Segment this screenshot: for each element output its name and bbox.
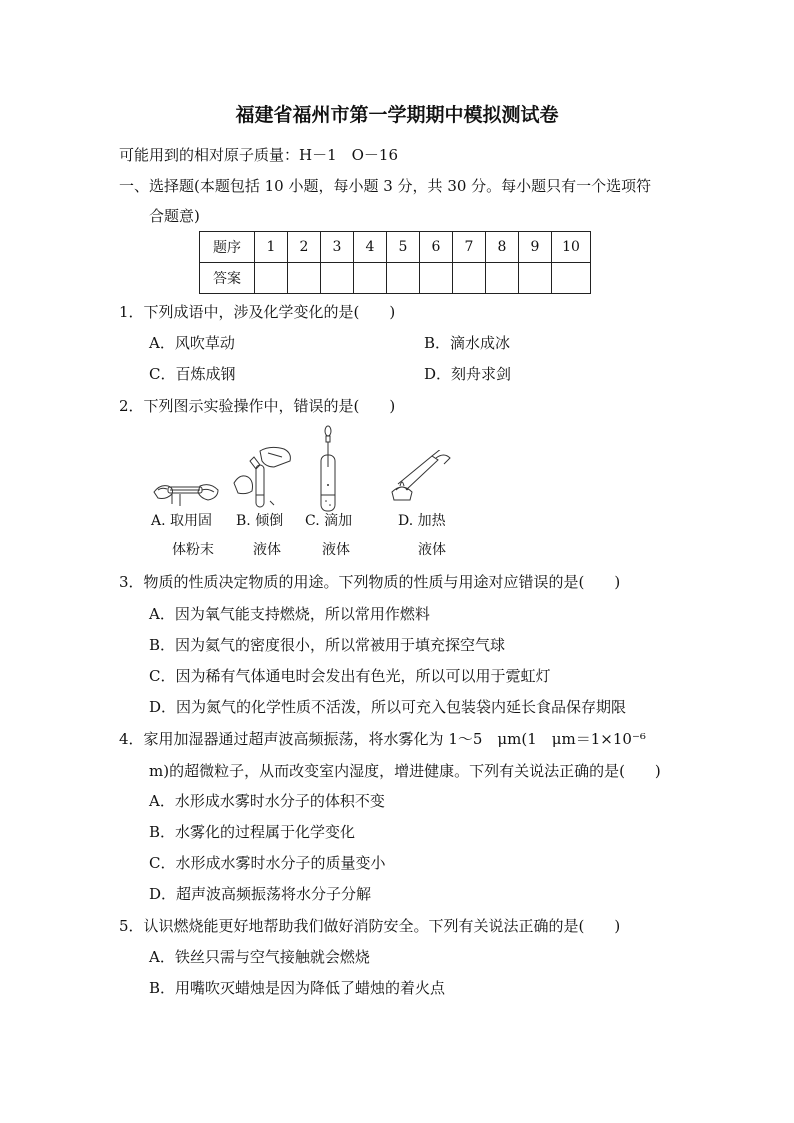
powder-transfer-figure [152,470,222,510]
table-cell-number: 5 [387,232,420,263]
q4-option-d: D．超声波高频振荡将水分子分解 [149,885,372,903]
atomic-mass-note: 可能用到的相对原子质量：H－1 O－16 [119,146,399,164]
q3-stem: 3．物质的性质决定物质的用途。下列物质的性质与用途对应错误的是( ) [119,573,621,591]
q2-caption-a-line2: 体粉末 [172,542,214,558]
q1-option-a: A．风吹草动 [149,334,235,352]
q3-option-a: A．因为氧气能支持燃烧，所以常用作燃料 [149,605,430,623]
q4-stem-line2: m)的超微粒子，从而改变室内湿度，增进健康。下列有关说法正确的是( ) [149,762,661,780]
q2-caption-d-line1: D. 加热 [398,513,446,529]
table-cell-number: 8 [486,232,519,263]
answer-cell[interactable] [288,263,321,294]
q1-option-c: C．百炼成钢 [149,365,236,383]
q4-stem-line1: 4．家用加湿器通过超声波高频振荡，将水雾化为 1～5 μm(1 μm＝1×10⁻⁶ [119,730,646,748]
table-cell-number: 4 [354,232,387,263]
answer-cell[interactable] [552,263,591,294]
answer-cell[interactable] [420,263,453,294]
q2-caption-c-line2: 液体 [322,542,350,558]
q1-stem: 1．下列成语中，涉及化学变化的是( ) [119,303,396,321]
q3-option-b: B．因为氦气的密度很小，所以常被用于填充探空气球 [149,636,506,654]
q1-option-d: D．刻舟求剑 [424,365,512,383]
q2-caption-c-line1: C. 滴加 [305,513,353,529]
q3-option-d: D．因为氮气的化学性质不活泼，所以可充入包装袋内延长食品保存期限 [149,698,627,716]
answer-table [199,231,591,294]
page-title: 福建省福州市第一学期期中模拟测试卷 [235,104,559,126]
q2-caption-d-line2: 液体 [418,542,446,558]
q5-option-b: B．用嘴吹灭蜡烛是因为降低了蜡烛的着火点 [149,979,446,997]
answer-cell[interactable] [321,263,354,294]
table-cell-number: 6 [420,232,453,263]
answer-table-header-row [200,232,591,263]
table-cell-number: 9 [519,232,552,263]
q2-caption-b-line1: B. 倾倒 [236,513,284,529]
section-heading-line1: 一、选择题(本题包括 10 小题，每小题 3 分，共 30 分。每小题只有一个选项符 [119,177,652,195]
answer-table-answer-row [200,263,591,294]
pouring-liquid-figure [230,443,300,513]
q1-option-b: B．滴水成冰 [424,334,511,352]
q5-stem: 5．认识燃烧能更好地帮助我们做好消防安全。下列有关说法正确的是( ) [119,917,621,935]
q5-option-a: A．铁丝只需与空气接触就会燃烧 [149,948,370,966]
dropping-liquid-figure [313,425,343,515]
table-label-answer: 答案 [200,263,255,294]
table-cell-number: 2 [288,232,321,263]
table-cell-number: 3 [321,232,354,263]
table-cell-number: 10 [552,232,591,263]
q4-option-c: C．水形成水雾时水分子的质量变小 [149,854,386,872]
answer-cell[interactable] [519,263,552,294]
heating-liquid-figure [388,450,458,505]
table-label-number: 题序 [200,232,255,263]
answer-cell[interactable] [387,263,420,294]
section-heading-line2: 合题意) [149,207,200,225]
answer-cell[interactable] [453,263,486,294]
q2-stem: 2．下列图示实验操作中，错误的是( ) [119,397,396,415]
q2-caption-b-line2: 液体 [253,542,281,558]
table-cell-number: 7 [453,232,486,263]
answer-cell[interactable] [255,263,288,294]
q4-option-b: B．水雾化的过程属于化学变化 [149,823,356,841]
answer-cell[interactable] [354,263,387,294]
q4-option-a: A．水形成水雾时水分子的体积不变 [149,792,385,810]
q2-caption-a-line1: A. 取用固 [151,513,213,529]
q3-option-c: C．因为稀有气体通电时会发出有色光，所以可以用于霓虹灯 [149,667,551,685]
table-cell-number: 1 [255,232,288,263]
answer-cell[interactable] [486,263,519,294]
